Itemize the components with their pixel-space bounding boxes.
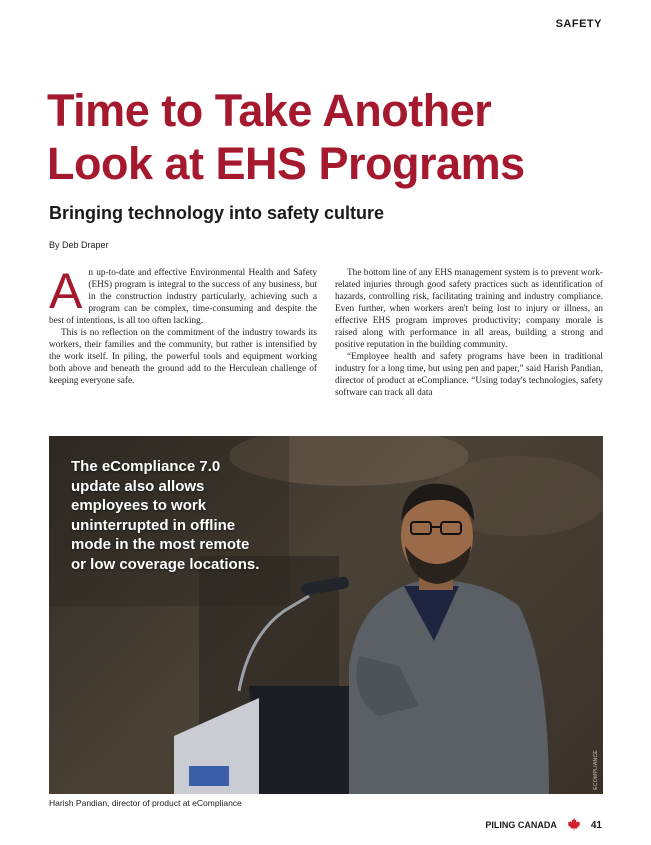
article-title: Time to Take Another Look at EHS Programs [47,85,525,189]
section-label: SAFETY [555,18,602,30]
article-subtitle: Bringing technology into safety culture [49,203,385,223]
page-number: 41 [590,819,602,831]
pull-quote: The eCompliance 7.0 update also allows employees to work uninterrupted in offline mode in the most remote or low coverage locations. [71,458,260,573]
photo-caption: Harish Pandian, director of product at eCompliance [49,798,242,808]
paragraph: The bottom line of any EHS management system is to prevent work-related injuries through good safety practices such as identification of hazards, controlling risk, facilitating training and industry compliance. Even further, when workers aren't being lost to injury or illness, an effective EHS program improves productivity; company morale is raised along with performance in all areas, building a strong and positive reputation in the building community. [335,268,603,351]
photo-credit: ECOMPLIANCE [593,750,599,790]
article-column-right [335,267,603,400]
paragraph: An up-to-date and effective Environmental Health and Safety (EHS) program is integral to the success of any business, but in the construction industry particularly, achieving such a program can be complex, time-consuming and despite the best of intentions, is all too often lacking. [49,263,317,327]
paragraph: This is no reflection on the commitment of the industry towards its workers, their families and the community, but rather is intensified by the work itself. In piling, the powerful tools and equipment working both above and beneath the ground add to the Herculean challenge of keeping everyone safe. [49,328,317,387]
paragraph: “Employee health and safety programs have been in traditional industry for a long time, but using pen and paper,” said Harish Pandian, director of product at eCompliance. “Using today's technologies, safety software can track all data [335,352,603,399]
drop-cap: A [49,263,83,319]
article-column-left [49,263,317,387]
byline: By Deb Draper [49,240,109,250]
article-photo [49,436,603,794]
maple-leaf-icon [567,817,581,833]
page-footer [485,817,602,833]
publication-name: PILING CANADA [485,820,557,830]
